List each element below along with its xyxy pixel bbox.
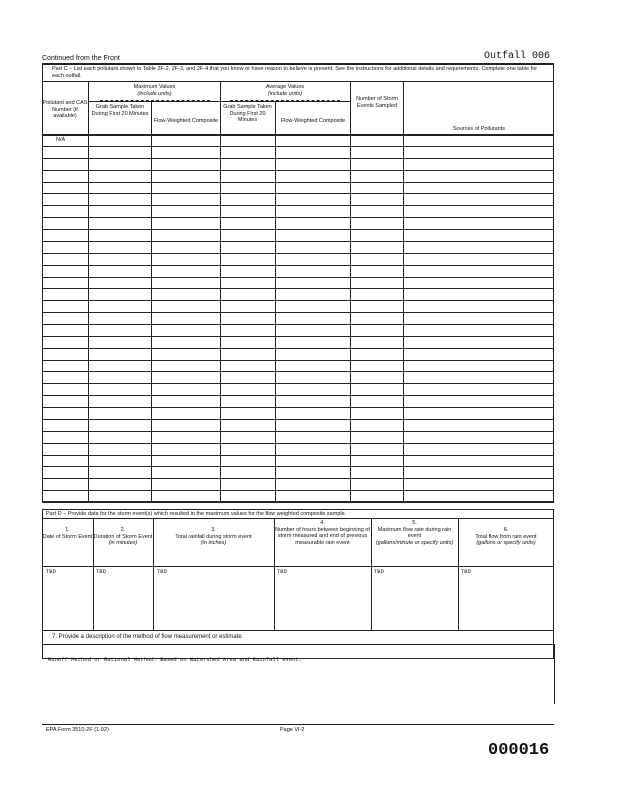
table-row-rule (42, 336, 554, 337)
q7-rule (42, 644, 554, 645)
part-d-col-sub: (in inches) (200, 540, 227, 546)
part-c-instr-rule (42, 81, 554, 82)
column-divider (350, 81, 351, 502)
avg-values-units: (include units) (267, 91, 303, 97)
part-d-header-rule (42, 566, 554, 567)
table-row-rule (42, 348, 554, 349)
col-flow-avg-header: Flow-Weighted Composite (280, 118, 346, 124)
table-row-rule (42, 431, 554, 432)
part-d-col-label: Number of hours between beginning of storm measured and end of previous measurable rain event (275, 526, 370, 546)
part-d-col-label: Maximum flow rate during rain event (377, 526, 452, 539)
part-c-instructions: Part C – List each pollutant shown in Table 2F-2, 2F-3, and 2F-4 that you know or have reason to believe is present. See the instructions for additional details and requirements. Complete one table for each outfall. (52, 66, 538, 79)
col-pollutant-header: Pollutant and CAS Number (if available) (42, 100, 88, 119)
part-d-col6-header (458, 527, 554, 547)
col-grab-avg-header: Grab Sample Taken During First 20 Minutes (223, 104, 272, 123)
flow-method-question: 7. Provide a description of the method of flow measurement or estimate. (52, 634, 244, 640)
table-row-rule (42, 490, 554, 491)
table-row-rule (42, 502, 554, 503)
table-row-rule (42, 466, 554, 467)
col-flow-max-header: Flow-Weighted Composite (153, 118, 219, 124)
table-row-rule (42, 253, 554, 254)
table-row-rule (42, 383, 554, 384)
part-d-instructions: Part D – Provide data for the storm event(s) which resulted in the maximum values for the flow weighted composite sample. (46, 511, 347, 517)
column-divider (220, 81, 221, 502)
table-row-rule (42, 170, 554, 171)
part-d-col-sub: (gallons/minute or specify units) (375, 539, 454, 546)
part-d-col-num: 6. (503, 527, 509, 533)
table-row-rule (42, 300, 554, 301)
part-d-col2-header (93, 527, 153, 547)
hours-between-value: TBD (277, 568, 287, 575)
document-number: 000016 (488, 741, 550, 760)
part-d-col-num: 2. (120, 527, 126, 533)
table-row-rule (42, 360, 554, 361)
table-row-rule (42, 455, 554, 456)
table-row-rule (42, 193, 554, 194)
table-row-rule (42, 205, 554, 206)
flow-method-answer: Runoff Method or Rational Method: Based on Watershed Area and Rainfall event. (48, 656, 303, 663)
part-d-col-label: Date of Storm Event (42, 533, 93, 540)
q7-right-border (554, 644, 555, 704)
part-d-col-label: Total rainfall during storm event (175, 533, 252, 540)
outfall-label: Outfall 006 (484, 51, 551, 62)
table-row-rule (42, 312, 554, 313)
table-row-rule (42, 371, 554, 372)
part-d-col-num: 5. (412, 520, 417, 526)
table-row-rule (42, 182, 554, 183)
table-row-rule (42, 146, 554, 147)
form-number: EPA Form 3510-2F (1-92) (46, 727, 109, 733)
part-d-col-num: 4. (320, 520, 325, 526)
table-row-rule (42, 395, 554, 396)
part-d-col-sub: (gallons or specify units) (476, 540, 536, 546)
table-row-rule (42, 217, 554, 218)
group-header-rule (88, 101, 350, 102)
total-rainfall-value: TBD (157, 568, 167, 575)
storm-date-value: TBD (46, 568, 56, 575)
table-row-rule (42, 241, 554, 242)
table-row-rule (42, 407, 554, 408)
storm-duration-value: TBD (96, 568, 106, 575)
part-d-col3-header (153, 527, 274, 547)
table-row-rule (42, 265, 554, 266)
table-row-rule (42, 158, 554, 159)
footer-rule (42, 724, 554, 725)
column-divider (403, 81, 404, 502)
table-row-rule (42, 324, 554, 325)
first-row-value: N/A (56, 137, 66, 143)
column-divider (88, 81, 89, 502)
max-flow-rate-value: TBD (374, 568, 384, 575)
part-d-values-rule (42, 630, 554, 631)
avg-values-header: Average Values (265, 84, 305, 90)
total-flow-value: TBD (461, 568, 471, 575)
part-d-col-label: Duration of Storm Event (93, 533, 153, 540)
table-row-rule (42, 478, 554, 479)
part-d-col-sub: (in minutes) (108, 540, 138, 546)
table-row-rule (42, 229, 554, 230)
table-row-rule (42, 277, 554, 278)
part-d-col1-header (42, 527, 93, 540)
max-values-units: (include units) (137, 91, 172, 97)
part-d-col5-header (371, 520, 458, 546)
col-sources-header: Sources of Pollutants (453, 126, 505, 132)
col-grab-max-header: Grab Sample Taken During First 20 Minutes (91, 104, 149, 117)
column-divider (151, 101, 152, 502)
header-bottom-rule (42, 134, 554, 136)
part-d-col-label: Total flow from rain event (475, 533, 537, 540)
part-d-instr-rule (42, 518, 554, 519)
part-d-col-num: 1. (65, 527, 70, 533)
continued-label: Continued from the Front (42, 55, 120, 62)
column-divider (275, 101, 276, 502)
page-number: Page VI-2 (280, 727, 305, 733)
col-events-header: Number of Storm Events Sampled (356, 96, 398, 109)
table-row-rule (42, 443, 554, 444)
table-row-rule (42, 288, 554, 289)
part-d-col-num: 3. (211, 527, 216, 533)
part-d-col4-header (274, 520, 371, 546)
table-row-rule (42, 419, 554, 420)
max-values-header: Maximum Values (133, 84, 176, 90)
